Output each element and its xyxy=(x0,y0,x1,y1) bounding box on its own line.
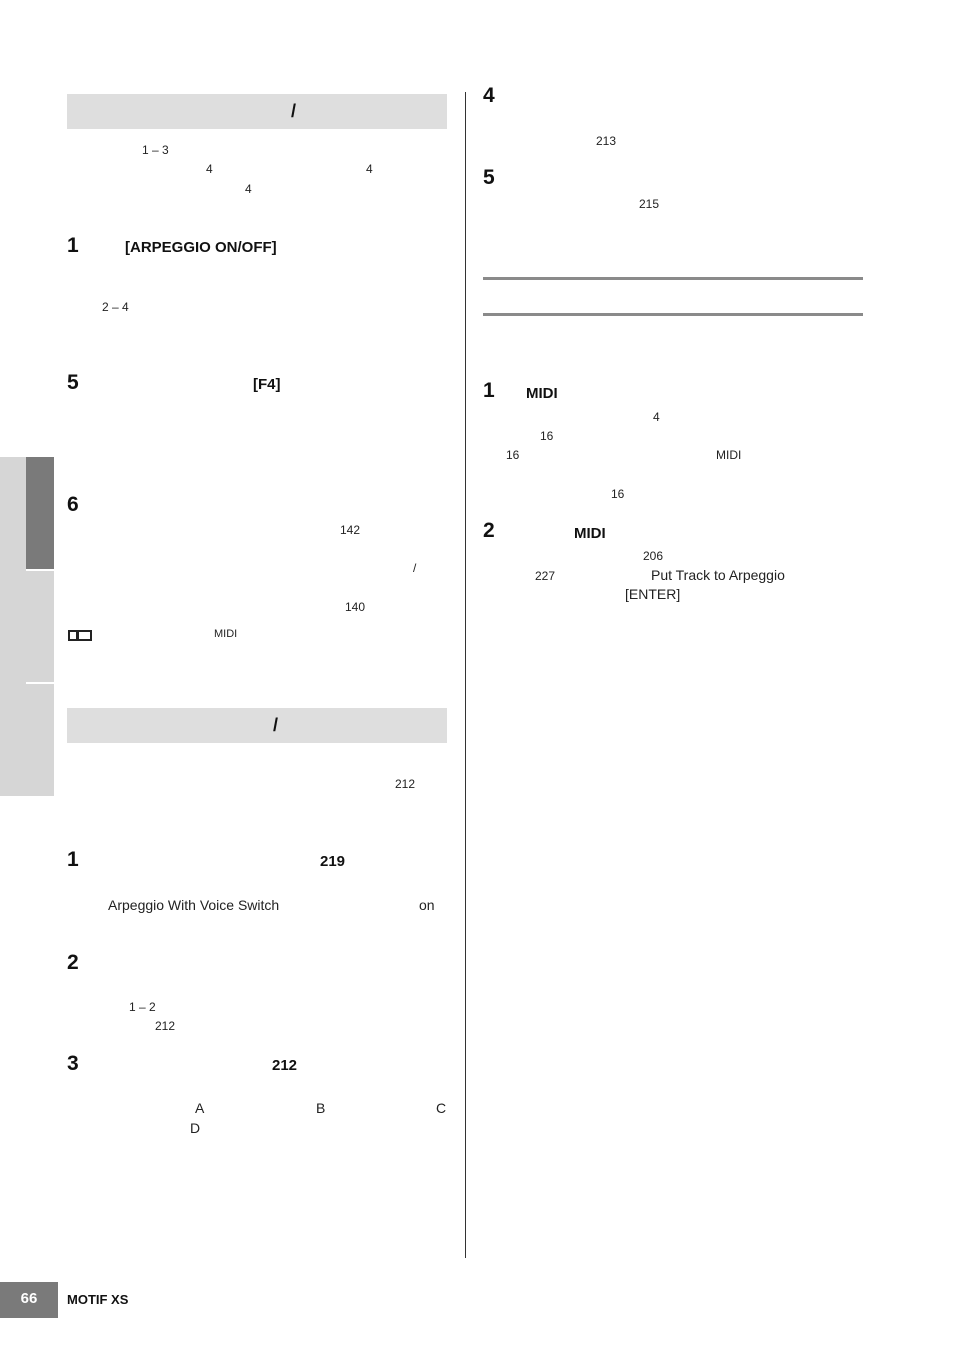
section-header-bar xyxy=(67,94,447,129)
note-icon xyxy=(68,630,92,641)
step-number: 5 xyxy=(483,166,495,189)
page-ref: 212 xyxy=(395,777,416,791)
intro-num-c: 4 xyxy=(245,182,252,196)
step-number: 1 xyxy=(483,379,495,402)
midi-label: MIDI xyxy=(574,525,606,542)
page-ref-bold: 212 xyxy=(272,1057,298,1074)
step-number: 2 xyxy=(67,951,79,974)
page-ref: 227 xyxy=(535,569,556,583)
page-ref-bold: 219 xyxy=(320,853,346,870)
arpeggio-button-label: [ARPEGGIO ON/OFF] xyxy=(125,239,277,256)
f4-button-label: [F4] xyxy=(253,376,281,393)
slash: / xyxy=(413,561,417,575)
step-number: 1 xyxy=(67,848,79,871)
option-b: B xyxy=(316,1100,326,1116)
param-name: Arpeggio With Voice Switch xyxy=(108,897,280,913)
value: 16 xyxy=(506,448,520,462)
section-rule-top xyxy=(483,277,863,280)
job-name: Put Track to Arpeggio xyxy=(651,567,785,583)
step-range: 1 – 2 xyxy=(129,1000,156,1014)
midi-label: MIDI xyxy=(526,385,558,402)
note-text: MIDI xyxy=(214,628,238,640)
value: 16 xyxy=(540,429,554,443)
intro-num-b: 4 xyxy=(366,162,373,176)
option-d: D xyxy=(190,1120,201,1136)
section-rule-bottom xyxy=(483,313,863,316)
page-ref: 142 xyxy=(340,523,361,537)
step-number: 1 xyxy=(67,234,79,257)
value: 16 xyxy=(611,487,625,501)
step-range: 2 – 4 xyxy=(102,300,129,314)
page-ref: 215 xyxy=(639,197,660,211)
section-header-slash: / xyxy=(291,101,297,121)
intro-range: 1 – 3 xyxy=(142,143,169,157)
step-number: 2 xyxy=(483,519,495,542)
page-number-text: 66 xyxy=(20,1290,38,1307)
intro-num-a: 4 xyxy=(206,162,213,176)
page-ref: 140 xyxy=(345,600,366,614)
param-value: on xyxy=(419,897,435,913)
page-ref: 206 xyxy=(643,549,664,563)
value: 4 xyxy=(653,410,660,424)
step-number: 5 xyxy=(67,371,79,394)
option-c: C xyxy=(436,1100,447,1116)
page-ref: 213 xyxy=(596,134,617,148)
midi-text: MIDI xyxy=(716,448,742,462)
column-divider xyxy=(465,92,466,1258)
enter-button-label: [ENTER] xyxy=(625,586,681,602)
product-name: MOTIF XS xyxy=(67,1292,129,1307)
side-tab-3 xyxy=(26,684,54,796)
section-header-slash: / xyxy=(273,715,279,735)
step-number: 3 xyxy=(67,1052,79,1075)
side-tab-2 xyxy=(26,571,54,682)
section-header-bar xyxy=(67,708,447,743)
option-a: A xyxy=(195,1100,205,1116)
side-tab-bg xyxy=(0,457,26,796)
page-ref: 212 xyxy=(155,1019,176,1033)
side-tab-active xyxy=(26,457,54,569)
step-number: 6 xyxy=(67,493,79,516)
step-number: 4 xyxy=(483,84,495,107)
